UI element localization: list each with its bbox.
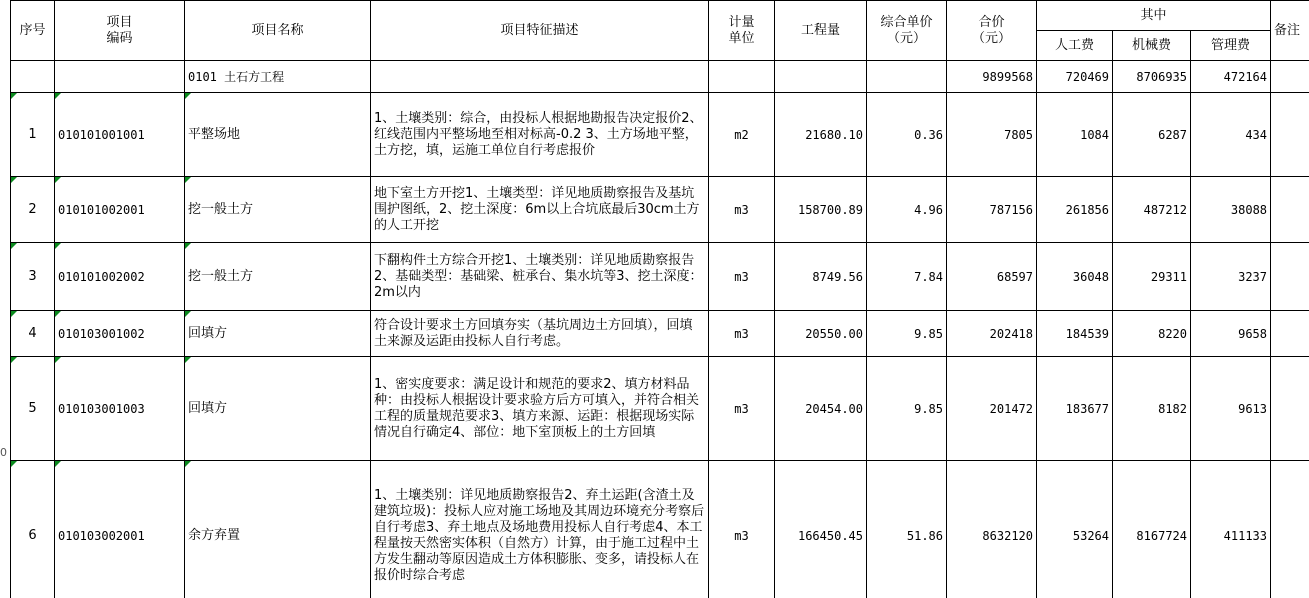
bill-of-quantities-table [10, 0, 1309, 598]
row-labor[interactable]: 183677 [1037, 357, 1113, 461]
row-unit[interactable]: m3 [709, 461, 775, 598]
table-row [11, 461, 1309, 598]
cell[interactable] [55, 61, 185, 93]
section-mgmt[interactable]: 472164 [1191, 61, 1271, 93]
row-unit[interactable]: m3 [709, 311, 775, 357]
row-mgmt[interactable]: 434 [1191, 93, 1271, 177]
cell[interactable] [709, 61, 775, 93]
row-desc[interactable]: 下翻构件土方综合开挖1、土壤类别：详见地质勘察报告2、基础类型：基础梁、桩承台、集水坑等3、挖土深度：2m以内 [371, 243, 709, 311]
header-code[interactable]: 项目 编码 [55, 1, 185, 61]
row-machine[interactable]: 8167724 [1113, 461, 1191, 598]
header-qty[interactable]: 工程量 [775, 1, 867, 61]
row-mgmt[interactable]: 411133 [1191, 461, 1271, 598]
table-row [11, 357, 1309, 461]
row-remark[interactable] [1271, 93, 1309, 177]
row-seq[interactable]: 5 [11, 357, 55, 461]
row-mgmt[interactable]: 9658 [1191, 311, 1271, 357]
row-name[interactable]: 挖一般土方 [185, 243, 371, 311]
row-desc[interactable]: 地下室土方开挖1、土壤类型：详见地质勘察报告及基坑围护图纸，2、挖土深度：6m以上合坑底最后30cm土方的人工开挖 [371, 177, 709, 243]
row-machine[interactable]: 487212 [1113, 177, 1191, 243]
header-mgmt[interactable]: 管理费 [1191, 31, 1271, 61]
row-unit[interactable]: m3 [709, 177, 775, 243]
row-desc[interactable]: 1、土壤类别：详见地质勘察报告2、弃土运距(含渣土及建筑垃圾)：投标人应对施工场地及其周边环境充分考察后自行考虑3、弃土地点及场地费用投标人自行考虑4、本工程量按天然密实体积（自然方）计算，由于施工过程中土方发生翻动等原因造成土方体积膨胀、变多，请投标人在报价时综合考虑 [371, 461, 709, 598]
row-mgmt[interactable]: 38088 [1191, 177, 1271, 243]
row-qty[interactable]: 20454.00 [775, 357, 867, 461]
row-desc[interactable]: 1、土壤类别：综合，由投标人根据地勘报告决定报价2、红线范围内平整场地至相对标高-0.2 3、土方场地平整，土方挖，填，运施工单位自行考虑报价 [371, 93, 709, 177]
row-name[interactable]: 回填方 [185, 311, 371, 357]
row-code[interactable]: 010103001002 [55, 311, 185, 357]
row-remark[interactable] [1271, 357, 1309, 461]
row-total[interactable]: 68597 [947, 243, 1037, 311]
row-mgmt[interactable]: 3237 [1191, 243, 1271, 311]
header-name[interactable]: 项目名称 [185, 1, 371, 61]
row-price[interactable]: 9.85 [867, 357, 947, 461]
row-total[interactable]: 201472 [947, 357, 1037, 461]
row-qty[interactable]: 8749.56 [775, 243, 867, 311]
header-unit[interactable]: 计量 单位 [709, 1, 775, 61]
table-row [11, 177, 1309, 243]
row-labor[interactable]: 184539 [1037, 311, 1113, 357]
row-name[interactable]: 回填方 [185, 357, 371, 461]
row-qty[interactable]: 158700.89 [775, 177, 867, 243]
cell[interactable] [11, 61, 55, 93]
row-remark[interactable] [1271, 311, 1309, 357]
row-labor[interactable]: 261856 [1037, 177, 1113, 243]
header-seq[interactable]: 序号 [11, 1, 55, 61]
spreadsheet-grid[interactable] [10, 0, 1309, 598]
row-machine[interactable]: 6287 [1113, 93, 1191, 177]
row-labor[interactable]: 36048 [1037, 243, 1113, 311]
row-mgmt[interactable]: 9613 [1191, 357, 1271, 461]
header-machine[interactable]: 机械费 [1113, 31, 1191, 61]
section-row [11, 61, 1309, 93]
cell[interactable] [867, 61, 947, 93]
row-name[interactable]: 平整场地 [185, 93, 371, 177]
table-row [11, 93, 1309, 177]
row-seq[interactable]: 4 [11, 311, 55, 357]
table-row [11, 243, 1309, 311]
row-qty[interactable]: 20550.00 [775, 311, 867, 357]
row-unit[interactable]: m2 [709, 93, 775, 177]
header-labor[interactable]: 人工费 [1037, 31, 1113, 61]
row-code[interactable]: 010101001001 [55, 93, 185, 177]
row-price[interactable]: 51.86 [867, 461, 947, 598]
cell[interactable] [371, 61, 709, 93]
row-code[interactable]: 010103001003 [55, 357, 185, 461]
header-total[interactable]: 合价 （元） [947, 1, 1037, 61]
row-remark[interactable] [1271, 177, 1309, 243]
row-code[interactable]: 010103002001 [55, 461, 185, 598]
row-price[interactable]: 7.84 [867, 243, 947, 311]
header-unit-price[interactable]: 综合单价 （元） [867, 1, 947, 61]
row-total[interactable]: 7805 [947, 93, 1037, 177]
row-desc[interactable]: 符合设计要求土方回填夯实（基坑周边土方回填），回填土来源及运距由投标人自行考虑。 [371, 311, 709, 357]
row-seq[interactable]: 3 [11, 243, 55, 311]
row-name[interactable]: 余方弃置 [185, 461, 371, 598]
section-total[interactable]: 9899568 [947, 61, 1037, 93]
row-qty[interactable]: 21680.10 [775, 93, 867, 177]
row-remark[interactable] [1271, 461, 1309, 598]
row-qty[interactable]: 166450.45 [775, 461, 867, 598]
row-unit[interactable]: m3 [709, 243, 775, 311]
row-desc[interactable]: 1、密实度要求：满足设计和规范的要求2、填方材料品种：由投标人根据设计要求验方后方可填入，并符合相关工程的质量规范要求3、填方来源、运距：根据现场实际情况自行确定4、部位：地下室顶板上的土方回填 [371, 357, 709, 461]
row-machine[interactable]: 8220 [1113, 311, 1191, 357]
row-price[interactable]: 0.36 [867, 93, 947, 177]
section-machine[interactable]: 8706935 [1113, 61, 1191, 93]
row-machine[interactable]: 8182 [1113, 357, 1191, 461]
section-labor[interactable]: 720469 [1037, 61, 1113, 93]
section-title[interactable]: 0101 土石方工程 [185, 61, 371, 93]
row-unit[interactable]: m3 [709, 357, 775, 461]
row-total[interactable]: 787156 [947, 177, 1037, 243]
row-code[interactable]: 010101002002 [55, 243, 185, 311]
table-row [11, 311, 1309, 357]
row-labor[interactable]: 1084 [1037, 93, 1113, 177]
row-total[interactable]: 8632120 [947, 461, 1037, 598]
row-seq[interactable]: 2 [11, 177, 55, 243]
cell[interactable] [1271, 61, 1309, 93]
row-seq[interactable]: 6 [11, 461, 55, 598]
header-remark[interactable]: 备注 [1271, 1, 1309, 61]
row-price[interactable]: 4.96 [867, 177, 947, 243]
row-price[interactable]: 9.85 [867, 311, 947, 357]
row-name[interactable]: 挖一般土方 [185, 177, 371, 243]
row-labor[interactable]: 53264 [1037, 461, 1113, 598]
left-edge-strip [0, 0, 10, 598]
header-among[interactable]: 其中 [1037, 1, 1271, 31]
header-desc[interactable]: 项目特征描述 [371, 1, 709, 61]
edge-marker: 0 [0, 446, 7, 459]
row-seq[interactable]: 1 [11, 93, 55, 177]
cell[interactable] [775, 61, 867, 93]
row-total[interactable]: 202418 [947, 311, 1037, 357]
row-machine[interactable]: 29311 [1113, 243, 1191, 311]
row-code[interactable]: 010101002001 [55, 177, 185, 243]
row-remark[interactable] [1271, 243, 1309, 311]
